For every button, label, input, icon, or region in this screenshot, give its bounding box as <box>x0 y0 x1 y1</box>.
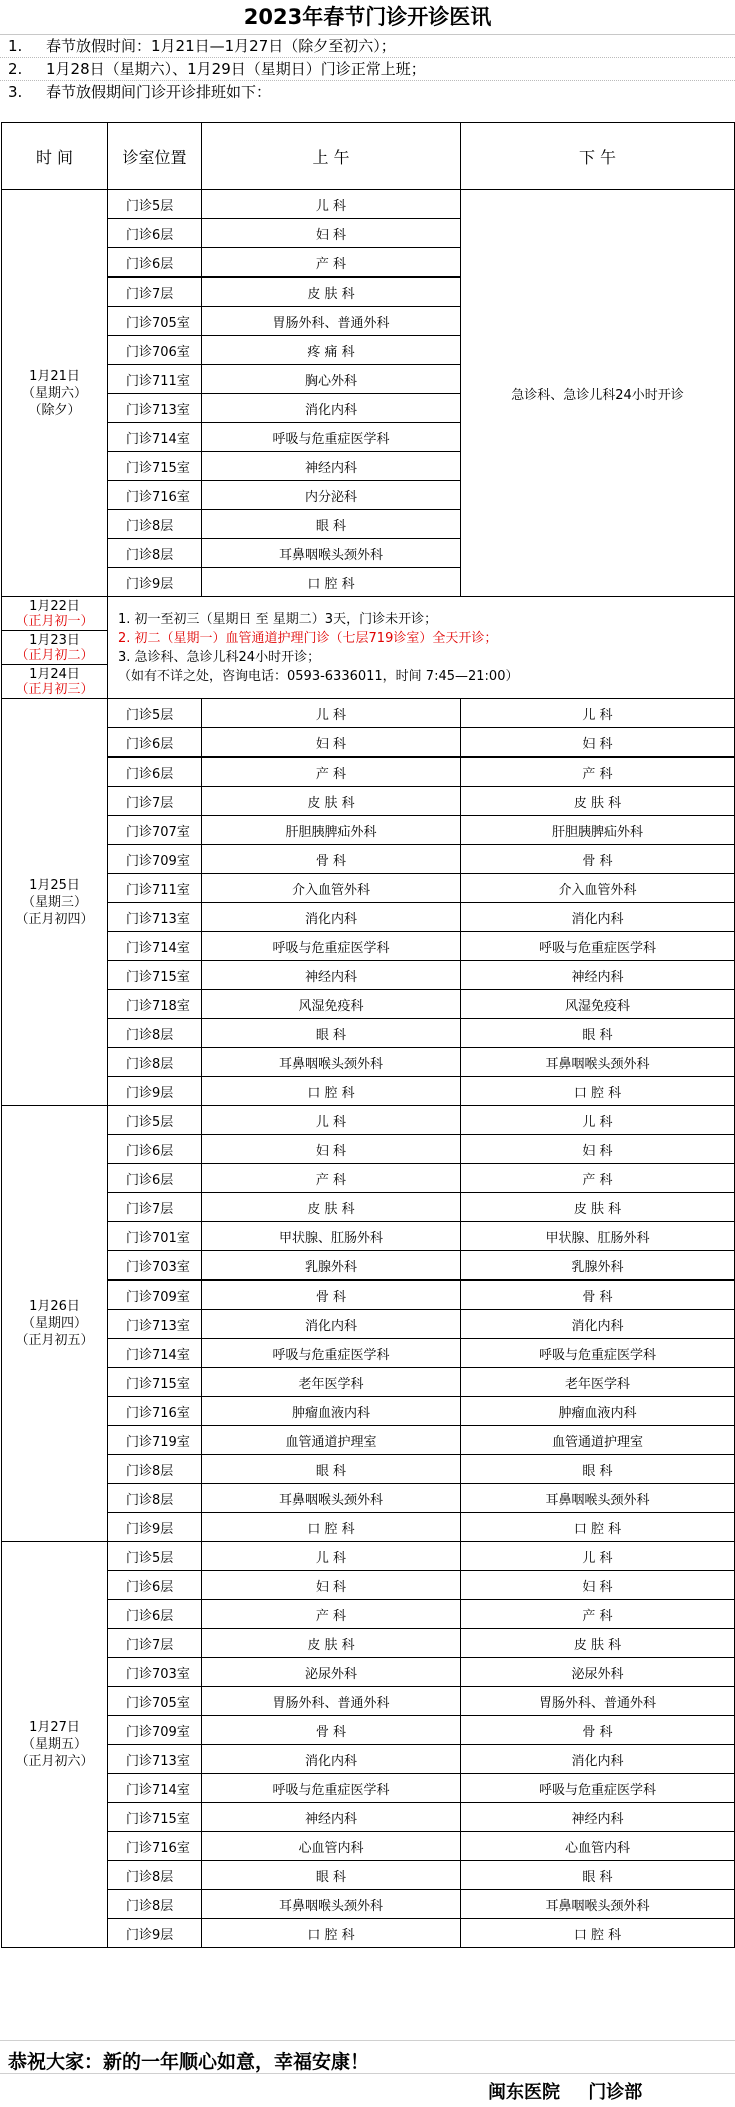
am-dept-cell: 口 腔 科 <box>202 568 461 597</box>
room-cell: 门诊8层 <box>108 1455 202 1484</box>
holiday-date <box>2 631 108 665</box>
pm-dept-cell: 产 科 <box>461 757 735 787</box>
schedule-row <box>2 1484 735 1513</box>
schedule-row <box>2 1571 735 1600</box>
am-dept-cell: 产 科 <box>202 1600 461 1629</box>
am-dept-cell: 胸心外科 <box>202 365 461 394</box>
holiday-row <box>2 597 735 631</box>
schedule-row <box>2 1629 735 1658</box>
schedule-table <box>1 122 735 1948</box>
schedule-row <box>2 1861 735 1890</box>
am-dept-cell: 皮 肤 科 <box>202 1629 461 1658</box>
pm-dept-cell: 肿瘤血液内科 <box>461 1397 735 1426</box>
pm-dept-cell: 呼吸与危重症医学科 <box>461 932 735 961</box>
date-weekday: （星期五） <box>21 1737 87 1752</box>
schedule-row <box>2 1542 735 1571</box>
room-cell: 门诊716室 <box>108 1832 202 1861</box>
note-text: 春节放假期间门诊开诊排班如下： <box>46 83 272 101</box>
am-dept-cell: 产 科 <box>202 757 461 787</box>
am-dept-cell: 介入血管外科 <box>202 874 461 903</box>
schedule-row <box>2 1222 735 1251</box>
date-date: 1月26日 <box>29 1299 80 1314</box>
room-cell: 门诊8层 <box>108 1019 202 1048</box>
note-2 <box>0 58 735 81</box>
pm-dept-cell: 眼 科 <box>461 1455 735 1484</box>
pm-dept-cell: 老年医学科 <box>461 1368 735 1397</box>
date-weekday: （星期四） <box>21 1316 87 1331</box>
am-dept-cell: 神经内科 <box>202 452 461 481</box>
date-cell <box>2 699 108 1106</box>
am-dept-cell: 妇 科 <box>202 1571 461 1600</box>
date-lunar: （除夕） <box>28 402 81 418</box>
schedule-row <box>2 1455 735 1484</box>
pm-dept-cell: 骨 科 <box>461 845 735 874</box>
schedule-row <box>2 961 735 990</box>
pm-dept-cell: 眼 科 <box>461 1861 735 1890</box>
schedule-row <box>2 1310 735 1339</box>
room-cell: 门诊6层 <box>108 1600 202 1629</box>
pm-dept-cell: 皮 肤 科 <box>461 1629 735 1658</box>
am-dept-cell: 耳鼻咽喉头颈外科 <box>202 1484 461 1513</box>
room-cell: 门诊7层 <box>108 277 202 307</box>
am-dept-cell: 老年医学科 <box>202 1368 461 1397</box>
room-cell: 门诊8层 <box>108 539 202 568</box>
am-dept-cell: 皮 肤 科 <box>202 277 461 307</box>
header-row <box>2 123 735 190</box>
day-jan27 <box>2 1542 735 1948</box>
am-dept-cell: 儿 科 <box>202 1542 461 1571</box>
room-cell: 门诊706室 <box>108 336 202 365</box>
room-cell: 门诊7层 <box>108 1629 202 1658</box>
schedule-row <box>2 1774 735 1803</box>
am-dept-cell: 耳鼻咽喉头颈外科 <box>202 1890 461 1919</box>
room-cell: 门诊718室 <box>108 990 202 1019</box>
pm-dept-cell: 产 科 <box>461 1600 735 1629</box>
am-dept-cell: 神经内科 <box>202 961 461 990</box>
schedule-row <box>2 1716 735 1745</box>
am-dept-cell: 妇 科 <box>202 728 461 758</box>
room-cell: 门诊8层 <box>108 1484 202 1513</box>
pm-dept-cell: 耳鼻咽喉头颈外科 <box>461 1890 735 1919</box>
schedule-row <box>2 1106 735 1135</box>
room-cell: 门诊713室 <box>108 1310 202 1339</box>
am-dept-cell: 眼 科 <box>202 1861 461 1890</box>
pm-dept-cell: 皮 肤 科 <box>461 787 735 816</box>
room-cell: 门诊715室 <box>108 1803 202 1832</box>
pm-dept-cell: 皮 肤 科 <box>461 1193 735 1222</box>
schedule-row <box>2 1368 735 1397</box>
pm-dept-cell: 胃肠外科、普通外科 <box>461 1687 735 1716</box>
date-date: 1月27日 <box>29 1720 80 1735</box>
am-dept-cell: 胃肠外科、普通外科 <box>202 1687 461 1716</box>
holiday-date-text: 1月23日 <box>29 632 80 648</box>
pm-dept-cell: 眼 科 <box>461 1019 735 1048</box>
pm-dept-cell: 乳腺外科 <box>461 1251 735 1281</box>
am-dept-cell: 骨 科 <box>202 845 461 874</box>
am-dept-cell: 呼吸与危重症医学科 <box>202 932 461 961</box>
schedule-row <box>2 1832 735 1861</box>
room-cell: 门诊713室 <box>108 394 202 423</box>
pm-dept-cell: 风湿免疫科 <box>461 990 735 1019</box>
pm-dept-cell: 泌尿外科 <box>461 1658 735 1687</box>
room-cell: 门诊6层 <box>108 1135 202 1164</box>
schedule-row <box>2 903 735 932</box>
note-number: 2. <box>8 60 23 78</box>
pm-dept-cell: 神经内科 <box>461 961 735 990</box>
room-cell: 门诊5层 <box>108 1542 202 1571</box>
schedule-row <box>2 1687 735 1716</box>
note-text: 春节放假时间：1月21日—1月27日（除夕至初六）； <box>46 37 396 55</box>
schedule-row <box>2 1048 735 1077</box>
room-cell: 门诊705室 <box>108 307 202 336</box>
room-cell: 门诊711室 <box>108 365 202 394</box>
pm-dept-cell: 呼吸与危重症医学科 <box>461 1339 735 1368</box>
am-dept-cell: 产 科 <box>202 248 461 278</box>
room-cell: 门诊5层 <box>108 699 202 728</box>
am-dept-cell: 胃肠外科、普通外科 <box>202 307 461 336</box>
date-date: 1月25日 <box>29 877 80 893</box>
am-dept-cell: 皮 肤 科 <box>202 787 461 816</box>
room-cell: 门诊8层 <box>108 1861 202 1890</box>
room-cell: 门诊716室 <box>108 1397 202 1426</box>
room-cell: 门诊6层 <box>108 248 202 278</box>
am-dept-cell: 口 腔 科 <box>202 1919 461 1948</box>
am-dept-cell: 眼 科 <box>202 510 461 539</box>
pm-dept-cell: 骨 科 <box>461 1716 735 1745</box>
note-number: 3. <box>8 83 23 101</box>
am-dept-cell: 消化内科 <box>202 903 461 932</box>
room-cell: 门诊711室 <box>108 874 202 903</box>
note-number: 1. <box>8 37 23 55</box>
date-weekday: （星期六） <box>21 385 87 401</box>
header-room: 诊室位置 <box>108 123 202 190</box>
room-cell: 门诊8层 <box>108 1048 202 1077</box>
schedule-row <box>2 1397 735 1426</box>
schedule-row <box>2 728 735 758</box>
room-cell: 门诊7层 <box>108 787 202 816</box>
pm-dept-cell: 儿 科 <box>461 1542 735 1571</box>
date-weekday: （星期三） <box>21 894 87 910</box>
schedule-row <box>2 1339 735 1368</box>
holiday-date <box>2 597 108 631</box>
note-3 <box>0 81 735 103</box>
room-cell: 门诊709室 <box>108 1280 202 1310</box>
am-dept-cell: 内分泌科 <box>202 481 461 510</box>
am-dept-cell: 血管通道护理室 <box>202 1426 461 1455</box>
pm-dept-cell: 骨 科 <box>461 1280 735 1310</box>
room-cell: 门诊714室 <box>108 1774 202 1803</box>
pm-dept-cell: 呼吸与危重症医学科 <box>461 1774 735 1803</box>
am-dept-cell: 口 腔 科 <box>202 1513 461 1542</box>
grid-divider <box>0 2040 735 2041</box>
pm-dept-cell: 妇 科 <box>461 728 735 758</box>
holiday-date <box>2 665 108 699</box>
schedule-row <box>2 1251 735 1281</box>
room-cell: 门诊719室 <box>108 1426 202 1455</box>
pm-dept-cell: 耳鼻咽喉头颈外科 <box>461 1048 735 1077</box>
am-dept-cell: 肝胆胰脾疝外科 <box>202 816 461 845</box>
holiday-line-4: （如有不详之处，咨询电话：0593-6336011，时间 7:45—21:00） <box>118 668 519 684</box>
am-dept-cell: 乳腺外科 <box>202 1251 461 1281</box>
schedule-row <box>2 787 735 816</box>
date-cell <box>2 190 108 597</box>
header-time: 时 间 <box>2 123 108 190</box>
pm-dept-cell: 血管通道护理室 <box>461 1426 735 1455</box>
pm-dept-cell: 儿 科 <box>461 1106 735 1135</box>
am-dept-cell: 泌尿外科 <box>202 1658 461 1687</box>
am-dept-cell: 口 腔 科 <box>202 1077 461 1106</box>
holiday-lunar: （正月初三） <box>15 681 94 697</box>
am-dept-cell: 消化内科 <box>202 1310 461 1339</box>
am-dept-cell: 风湿免疫科 <box>202 990 461 1019</box>
am-dept-cell: 心血管内科 <box>202 1832 461 1861</box>
pm-dept-cell: 神经内科 <box>461 1803 735 1832</box>
schedule-row <box>2 1426 735 1455</box>
room-cell: 门诊6层 <box>108 1164 202 1193</box>
am-dept-cell: 儿 科 <box>202 1106 461 1135</box>
am-dept-cell: 儿 科 <box>202 190 461 219</box>
schedule-row <box>2 874 735 903</box>
room-cell: 门诊715室 <box>108 961 202 990</box>
pm-dept-cell: 耳鼻咽喉头颈外科 <box>461 1484 735 1513</box>
schedule-row <box>2 190 735 219</box>
holiday-date-text: 1月22日 <box>29 598 80 614</box>
schedule-row <box>2 845 735 874</box>
room-cell: 门诊8层 <box>108 1890 202 1919</box>
schedule-row <box>2 1919 735 1948</box>
room-cell: 门诊701室 <box>108 1222 202 1251</box>
room-cell: 门诊9层 <box>108 568 202 597</box>
schedule-row <box>2 1513 735 1542</box>
schedule-row <box>2 1077 735 1106</box>
room-cell: 门诊9层 <box>108 1513 202 1542</box>
note-text: 1月28日（星期六）、1月29日（星期日）门诊正常上班； <box>46 60 426 78</box>
date-lunar: （正月初四） <box>15 911 94 927</box>
schedule-row <box>2 1193 735 1222</box>
am-dept-cell: 眼 科 <box>202 1019 461 1048</box>
pm-dept-cell: 口 腔 科 <box>461 1513 735 1542</box>
schedule-row <box>2 1019 735 1048</box>
room-cell: 门诊5层 <box>108 190 202 219</box>
am-dept-cell: 肿瘤血液内科 <box>202 1397 461 1426</box>
room-cell: 门诊9层 <box>108 1077 202 1106</box>
holiday-date-text: 1月24日 <box>29 666 80 682</box>
room-cell: 门诊6层 <box>108 1571 202 1600</box>
schedule-row <box>2 1164 735 1193</box>
pm-emergency-cell: 急诊科、急诊儿科24小时开诊 <box>461 190 735 597</box>
schedule-row <box>2 816 735 845</box>
room-cell: 门诊705室 <box>108 1687 202 1716</box>
room-cell: 门诊6层 <box>108 728 202 758</box>
date-cell <box>2 1542 108 1948</box>
am-dept-cell: 消化内科 <box>202 1745 461 1774</box>
pm-dept-cell: 产 科 <box>461 1164 735 1193</box>
schedule-row <box>2 1600 735 1629</box>
room-cell: 门诊715室 <box>108 452 202 481</box>
note-1 <box>0 35 735 58</box>
day-jan21 <box>2 190 735 597</box>
date-cell <box>2 1106 108 1542</box>
schedule-row <box>2 1658 735 1687</box>
pm-dept-cell: 消化内科 <box>461 1745 735 1774</box>
date-lunar: （正月初五） <box>15 1333 94 1348</box>
am-dept-cell: 骨 科 <box>202 1716 461 1745</box>
room-cell: 门诊7层 <box>108 1193 202 1222</box>
am-dept-cell: 产 科 <box>202 1164 461 1193</box>
grid-divider <box>0 2073 735 2074</box>
pm-dept-cell: 肝胆胰脾疝外科 <box>461 816 735 845</box>
am-dept-cell: 眼 科 <box>202 1455 461 1484</box>
schedule-row <box>2 1803 735 1832</box>
am-dept-cell: 儿 科 <box>202 699 461 728</box>
am-dept-cell: 妇 科 <box>202 219 461 248</box>
schedule-row <box>2 757 735 787</box>
holiday-lunar: （正月初一） <box>15 613 94 629</box>
day-jan25 <box>2 699 735 1106</box>
page-title: 2023年春节门诊开诊医讯 <box>0 0 735 35</box>
schedule-row <box>2 990 735 1019</box>
room-cell: 门诊6层 <box>108 757 202 787</box>
am-dept-cell: 妇 科 <box>202 1135 461 1164</box>
room-cell: 门诊709室 <box>108 1716 202 1745</box>
room-cell: 门诊715室 <box>108 1368 202 1397</box>
pm-dept-cell: 口 腔 科 <box>461 1919 735 1948</box>
room-cell: 门诊714室 <box>108 1339 202 1368</box>
am-dept-cell: 骨 科 <box>202 1280 461 1310</box>
schedule-row <box>2 1135 735 1164</box>
schedule-row <box>2 699 735 728</box>
am-dept-cell: 消化内科 <box>202 394 461 423</box>
schedule-row <box>2 1280 735 1310</box>
holiday-line-2: 2. 初二（星期一）血管通道护理门诊（七层719诊室）全天开诊； <box>118 630 498 646</box>
room-cell: 门诊9层 <box>108 1919 202 1948</box>
holiday-note <box>108 597 735 699</box>
schedule-row <box>2 1745 735 1774</box>
room-cell: 门诊8层 <box>108 510 202 539</box>
pm-dept-cell: 消化内科 <box>461 903 735 932</box>
room-cell: 门诊713室 <box>108 1745 202 1774</box>
header-am: 上 午 <box>202 123 461 190</box>
room-cell: 门诊713室 <box>108 903 202 932</box>
pm-dept-cell: 介入血管外科 <box>461 874 735 903</box>
pm-dept-cell: 甲状腺、肛肠外科 <box>461 1222 735 1251</box>
greeting-text: 恭祝大家：新的一年顺心如意，幸福安康！ <box>8 2051 370 2073</box>
pm-dept-cell: 妇 科 <box>461 1135 735 1164</box>
am-dept-cell: 甲状腺、肛肠外科 <box>202 1222 461 1251</box>
am-dept-cell: 皮 肤 科 <box>202 1193 461 1222</box>
schedule-row <box>2 1890 735 1919</box>
room-cell: 门诊714室 <box>108 423 202 452</box>
schedule-row <box>2 932 735 961</box>
am-dept-cell: 神经内科 <box>202 1803 461 1832</box>
am-dept-cell: 呼吸与危重症医学科 <box>202 1774 461 1803</box>
holiday-block <box>2 597 735 699</box>
am-dept-cell: 耳鼻咽喉头颈外科 <box>202 539 461 568</box>
room-cell: 门诊709室 <box>108 845 202 874</box>
pm-dept-cell: 心血管内科 <box>461 1832 735 1861</box>
room-cell: 门诊716室 <box>108 481 202 510</box>
pm-dept-cell: 消化内科 <box>461 1310 735 1339</box>
room-cell: 门诊714室 <box>108 932 202 961</box>
room-cell: 门诊703室 <box>108 1251 202 1281</box>
holiday-line-1: 1. 初一至初三（星期日 至 星期二）3天，门诊未开诊； <box>118 611 438 627</box>
am-dept-cell: 呼吸与危重症医学科 <box>202 1339 461 1368</box>
room-cell: 门诊707室 <box>108 816 202 845</box>
signature-text: 闽东医院 门诊部 <box>488 2082 643 2103</box>
am-dept-cell: 耳鼻咽喉头颈外科 <box>202 1048 461 1077</box>
holiday-lunar: （正月初二） <box>15 647 94 663</box>
day-jan26 <box>2 1106 735 1542</box>
pm-dept-cell: 儿 科 <box>461 699 735 728</box>
room-cell: 门诊703室 <box>108 1658 202 1687</box>
room-cell: 门诊6层 <box>108 219 202 248</box>
am-dept-cell: 疼 痛 科 <box>202 336 461 365</box>
header-pm: 下 午 <box>461 123 735 190</box>
pm-dept-cell: 口 腔 科 <box>461 1077 735 1106</box>
date-date: 1月21日 <box>29 368 80 384</box>
room-cell: 门诊5层 <box>108 1106 202 1135</box>
am-dept-cell: 呼吸与危重症医学科 <box>202 423 461 452</box>
holiday-line-3: 3. 急诊科、急诊儿科24小时开诊； <box>118 649 321 665</box>
date-lunar: （正月初六） <box>15 1754 94 1769</box>
pm-dept-cell: 妇 科 <box>461 1571 735 1600</box>
